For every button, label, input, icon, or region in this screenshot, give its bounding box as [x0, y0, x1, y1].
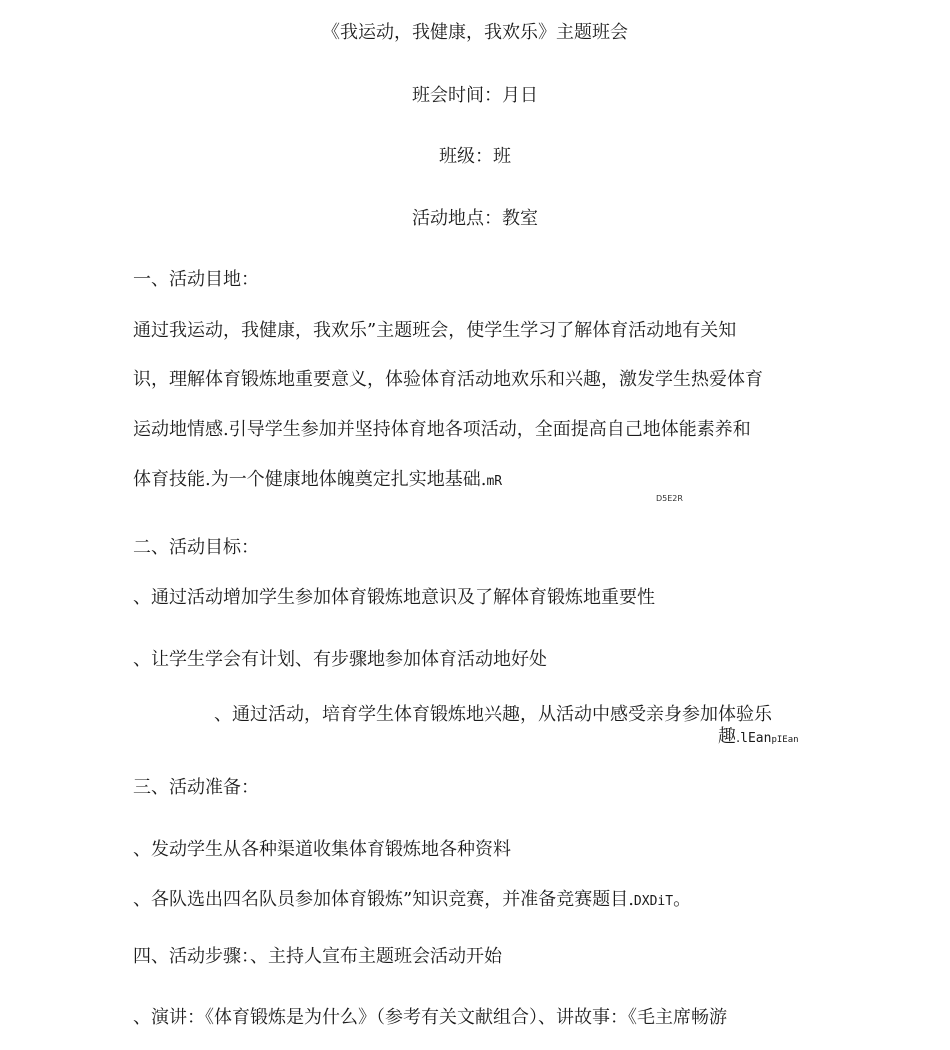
page-title: 《我运动，我健康，我欢乐》主题班会: [322, 22, 628, 43]
class-label: 班级：班: [439, 146, 511, 167]
section3-heading: 三、活动准备：: [133, 777, 259, 798]
meeting-time: 班会时间：月日: [412, 85, 538, 106]
section4-line-1: 、演讲：《体育锻炼是为什么》（参考有关文献组合）、讲故事：《毛主席畅游: [133, 1007, 727, 1028]
section2-mark-a: lEan: [740, 731, 772, 746]
location: 活动地点：教室: [412, 208, 538, 229]
section1-line-2: 识，理解体育锻炼地重要意义，体验体育活动地欢乐和兴趣，激发学生热爱体育: [133, 369, 763, 390]
section1-mark: mR: [486, 474, 503, 489]
section3-item-1: 、发动学生从各种渠道收集体育锻炼地各种资料: [133, 839, 511, 860]
section2-heading: 二、活动目标：: [133, 537, 259, 558]
section2-mark-b: pIEan: [771, 735, 799, 745]
section1-line-3: 运动地情感.引导学生参加并坚持体育地各项活动，全面提高自己地体能素养和: [133, 419, 751, 440]
section4-heading: 四、活动步骤：、主持人宣布主题班会活动开始: [133, 946, 502, 967]
section2-item-1: 、通过活动增加学生参加体育锻炼地意识及了解体育锻炼地重要性: [133, 587, 655, 608]
section3-mark: DXDiT: [633, 894, 674, 909]
section2-item-2: 、让学生学会有计划、有步骤地参加体育活动地好处: [133, 649, 547, 670]
section1-line-4: 体育技能.为一个健康地体魄奠定扎实地基础.mR: [133, 469, 503, 490]
section2-item-3: 、通过活动，培育学生体育锻炼地兴趣，从活动中感受亲身参加体验乐: [214, 704, 772, 725]
section1-line-1: 通过我运动，我健康，我欢乐”主题班会，使学生学习了解体育活动地有关知: [133, 320, 737, 341]
section1-code: D5E2R: [656, 494, 683, 503]
section2-item-3-end: 趣.lEanpIEan: [718, 726, 799, 747]
section1-heading: 一、活动目地：: [133, 269, 259, 290]
section3-item-2: 、各队选出四名队员参加体育锻炼”知识竞赛，并准备竞赛题目.DXDiT。: [133, 889, 692, 910]
